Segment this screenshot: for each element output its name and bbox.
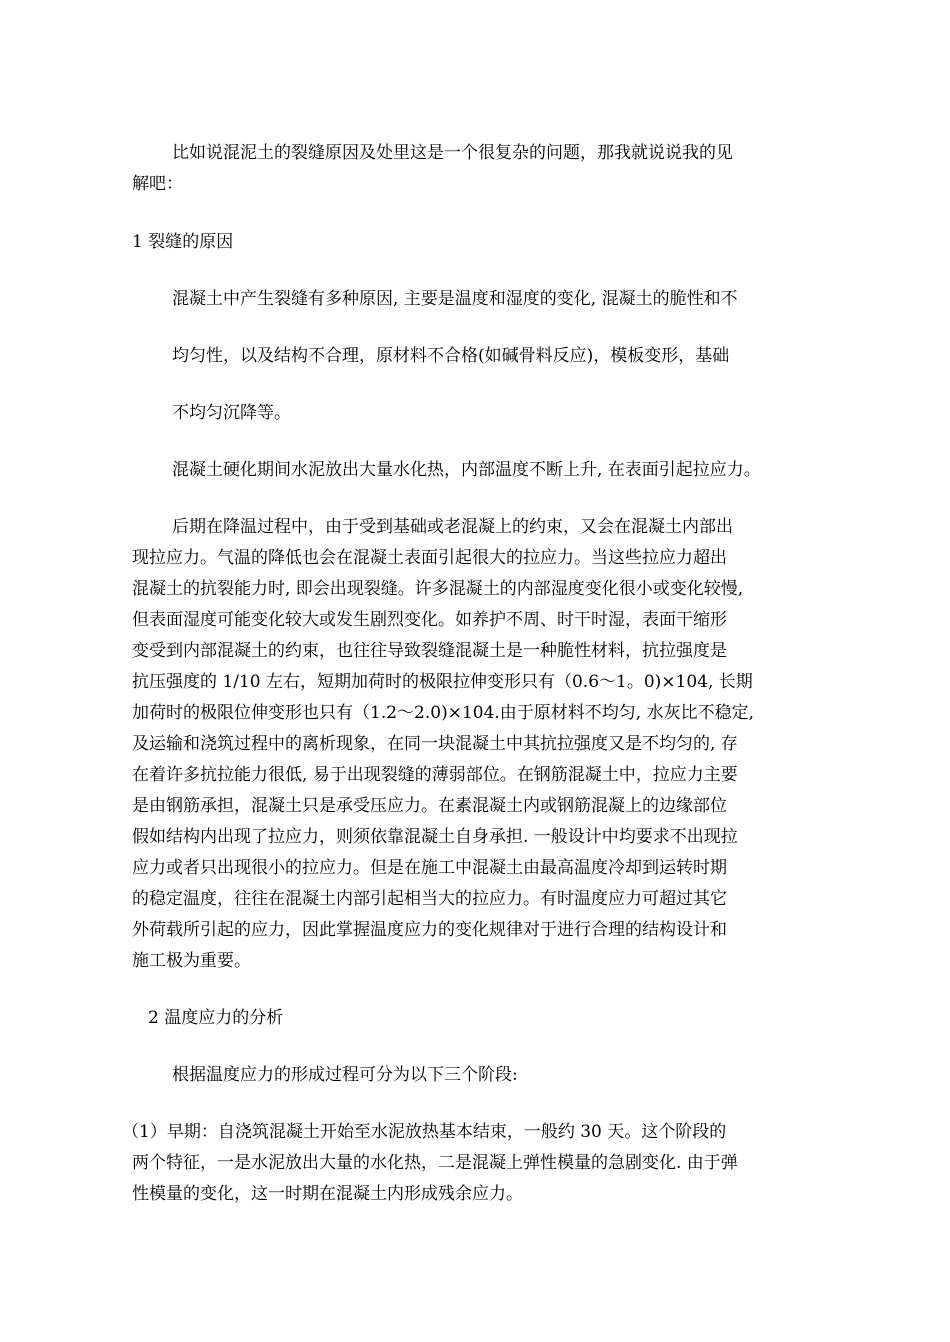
section-2-heading: 2 温度应力的分析	[148, 1008, 284, 1028]
section-1-para-3-line-8: 及运输和浇筑过程中的离析现象，在同一块混凝土中其抗拉强度又是不均匀的, 存	[132, 734, 738, 754]
section-2-para-2-line-1: （1）早期：自浇筑混凝土开始至水泥放热基本结束，一般约 30 天。这个阶段的	[122, 1122, 727, 1142]
section-1-para-3-line-1: 后期在降温过程中，由于受到基础或老混凝上的约束，又会在混凝土内部出	[172, 517, 733, 537]
section-1-para-3-line-12: 应力或者只出现很小的拉应力。但是在施工中混凝土由最高温度冷却到运转时期	[132, 858, 727, 878]
section-1-para-1-line-3: 不均匀沉降等。	[172, 403, 291, 423]
section-1-para-3-line-4: 但表面湿度可能变化较大或发生剧烈变化。如养护不周、时干时湿，表面干缩形	[132, 610, 727, 630]
section-1-para-3-line-3: 混凝土的抗裂能力时, 即会出现裂缝。许多混凝土的内部湿度变化很小或变化较慢,	[132, 579, 744, 599]
section-1-para-3-line-5: 变受到内部混凝土的约束，也往往导致裂缝混凝土是一种脆性材料，抗拉强度是	[132, 641, 727, 661]
section-1-para-3-line-6: 抗压强度的 1/10 左右，短期加荷时的极限拉伸变形只有（0.6～1。0)×104, 长期	[132, 672, 753, 692]
section-2-para-1: 根据温度应力的形成过程可分为以下三个阶段:	[172, 1065, 518, 1085]
section-1-para-3-line-15: 施工极为重要。	[132, 951, 251, 971]
section-1-para-2: 混凝土硬化期间水泥放出大量水化热，内部温度不断上升, 在表面引起拉应力。	[172, 460, 761, 480]
section-1-para-3-line-13: 的稳定温度，往往在混凝土内部引起相当大的拉应力。有时温度应力可超过其它	[132, 889, 727, 909]
section-1-para-3-line-11: 假如结构内出现了拉应力，则须依靠混凝土自身承担. 一般设计中均要求不出现拉	[132, 827, 738, 847]
section-1-para-1-line-1: 混凝土中产生裂缝有多种原因, 主要是温度和湿度的变化, 混凝土的脆性和不	[172, 289, 738, 309]
intro-line-2: 解吧：	[132, 174, 183, 194]
section-1-heading: 1 裂缝的原因	[132, 232, 234, 252]
section-1-para-3-line-7: 加荷时的极限位伸变形也只有（1.2～2.0)×104.由于原材料不均匀, 水灰比不稳定,	[132, 703, 755, 723]
section-1-para-3-line-2: 现拉应力。气温的降低也会在混凝土表面引起很大的拉应力。当这些拉应力超出	[132, 548, 727, 568]
section-2-para-2-line-2: 两个特征，一是水泥放出大量的水化热，二是混凝上弹性模量的急剧变化. 由于弹	[132, 1153, 738, 1173]
section-1-para-3-line-10: 是由钢筋承担，混凝土只是承受压应力。在素混凝土内或钢筋混凝上的边缘部位	[132, 796, 727, 816]
section-1-para-3-line-14: 外荷载所引起的应力，因此掌握温度应力的变化规律对于进行合理的结构设计和	[132, 920, 727, 940]
section-1-para-3-line-9: 在着许多抗拉能力很低, 易于出现裂缝的薄弱部位。在钢筋混凝土中，拉应力主要	[132, 765, 738, 785]
section-2-para-2-line-3: 性模量的变化，这一时期在混凝土内形成残余应力。	[132, 1184, 523, 1204]
intro-line-1: 比如说混泥土的裂缝原因及处里这是一个很复杂的问题，那我就说说我的见	[172, 143, 733, 163]
section-1-para-1-line-2: 均匀性，以及结构不合理，原材料不合格(如碱骨料反应)，模板变形，基础	[172, 346, 730, 366]
